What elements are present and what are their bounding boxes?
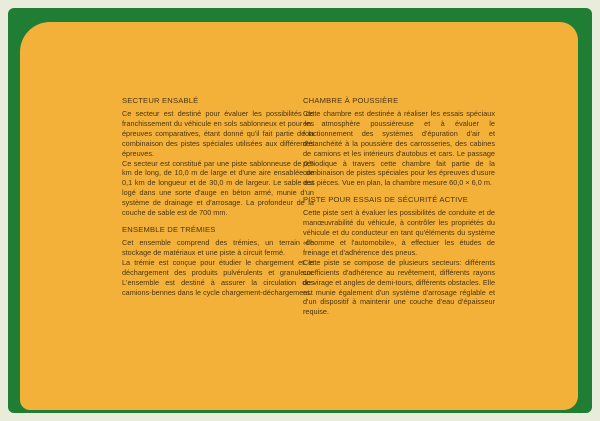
section-title-secteur-ensable: SECTEUR ENSABLÉ [122, 96, 199, 105]
section-title-piste-securite: PISTE POUR ESSAIS DE SÉCURITÉ ACTIVE [303, 195, 469, 205]
right-column [303, 96, 495, 317]
section-paragraph: Cette chambre est destinée à réaliser les essais spéciaux en atmosphère poussiéreuse et à évaluer le fonctionnement des systèmes d'épuration d'air et d'étanchéité à la poussière des carrosseries, des cabines de camions et les intérieurs d'autobus et cars. Le passage périodique à travers cette chambre fait partie de la combinaison de pistes spéciales pour les épreuves d'usure des pièces. Vue en plan, la chambre mesure 60,0 × 6,0 m. [303, 109, 495, 188]
section-paragraph: Ce secteur est destiné pour évaluer les possibilités de franchissement du véhicule en sols sablonneux et pour les épreuves comparatives, étant donné qu'il fait partie de la combinaison des pistes spéciales utilisées aux différentes épreuves. [122, 109, 314, 158]
left-column [122, 96, 314, 297]
document-page [20, 22, 578, 410]
section-paragraph: La trémie est conçue pour étudier le chargement et le déchargement des produits pulvérulents et granuleux. L'ensemble est destiné à assurer la circulation des camions-bennes dans le cycle chargement-déchargement. [122, 257, 314, 297]
section-paragraph: Ce secteur est constitué par une piste sablonneuse de 0,5 km de long, de 10,0 m de large et d'une aire ensablée de 0,1 km de longueur et de 30,0 m de largeur. Le sable est logé dans une sorte d'auge en béton armé, munie d'un système de drainage et d'arrosage. La profondeur de la couche de sable est de 700 mm. [122, 158, 314, 218]
section-title-ensemble-tremies: ENSEMBLE DE TRÉMIES [122, 224, 216, 234]
section-paragraph: Cette piste sert à évaluer les possibilités de conduite et de manœuvrabilité du véhicule, à contrôler les propriétés du véhicule et du conducteur en tant qu'éléments du système «l'homme et l'automobile», à effectuer les études de freinage et d'adhérence des pneus. [303, 208, 495, 257]
section-paragraph: Cet ensemble comprend des trémies, un terrain de stockage de matériaux et une piste à circuit fermé. [122, 237, 314, 257]
section-paragraph: Cette piste se compose de plusieurs secteurs: différents coefficients d'adhérence au revêtement, différents rayons de virage et angles de demi-tours, différents obstacles. Elle est munie également d'un système d'arrosage réglable et d'un dispositif à maintenir une couche d'eau d'épaisseur requise. [303, 257, 495, 317]
section-title-chambre-poussiere: CHAMBRE À POUSSIÈRE [303, 96, 399, 105]
